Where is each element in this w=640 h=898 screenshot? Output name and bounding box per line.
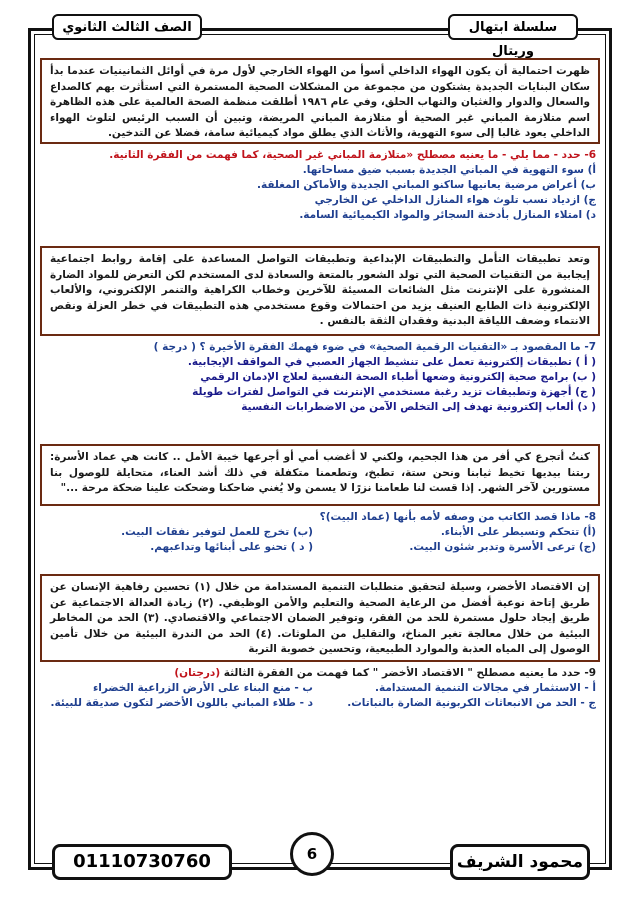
question-6-option-b[interactable]: ب) أعراض مرضية يعانيها ساكنو المباني الجديدة والأماكن المغلقة.	[256, 179, 596, 191]
question-6	[40, 148, 596, 223]
question-7-option-b[interactable]: ( ب) برامج صحية إلكترونية وضعها أطباء الصحة النفسية لعلاج الإدمان الرقمي	[200, 371, 596, 383]
question-8-options	[40, 525, 596, 555]
question-7-option-a[interactable]: ( أ ) تطبيقات إلكترونية تعمل على تنشيط الجهاز العصبي في المواقف الإيجابية.	[187, 356, 596, 368]
question-9-options	[40, 681, 596, 711]
series-title: سلسلة ابتهال وريتال	[448, 14, 578, 40]
question-9-text: 9- حدد ما يعنيه مصطلح " الاقتصاد الأخضر " كما فهمت من الفقرة الثالثة	[223, 667, 596, 679]
question-7-option-d[interactable]: ( د) ألعاب إلكترونية تهدف إلى التخلص الآمن من الاضطرابات النفسية	[241, 401, 596, 413]
question-6-title: 6- حدد - مما يلي - ما يعنيه مصطلح «متلازمة المباني غير الصحية، كما فهمت من الفقرة الثانية.	[109, 149, 596, 161]
question-8	[40, 510, 596, 555]
question-8-option-a[interactable]: (أ) تتحكم وتسيطر على الأبناء.	[440, 526, 596, 538]
question-7-option-c[interactable]: ( ج) أجهزة وتطبيقات تزيد رغبة مستخدمي الإنترنت في التواصل لفترات طويلة	[192, 386, 596, 398]
page-number: 6	[290, 832, 334, 876]
question-8-option-b[interactable]: (ب) تخرج للعمل لتوفير نفقات البيت.	[121, 526, 313, 538]
question-8-option-c[interactable]: (ج) ترعى الأسرة وتدبر شئون البيت.	[409, 541, 596, 553]
question-6-option-a[interactable]: أ) سوء التهوية في المباني الجديدة بسبب ضيق مساحاتها.	[302, 164, 596, 176]
question-7	[40, 340, 596, 415]
question-8-option-d[interactable]: ( د ) تحنو على أبنائها وتداعبهم.	[150, 541, 313, 553]
question-7-title: 7- ما المقصود بـ «التقنيات الرقمية الصحية» في ضوء فهمك الفقرة الأخيرة ؟ ( درجة )	[153, 341, 596, 353]
question-9-title	[40, 666, 596, 681]
passage-3-text: كنتُ أتجرع كي أفر من هذا الجحيم، ولكني لا أغضب أمي أو أجرعها خيبة الأمل .. كانت هي عماد الأسرة: ربتنا بيديها تخيط ثيابنا ونحن ستة، تطبخ، وتطعمنا متكفلة في ذلك أشد العناء، متحايلة للوصول بنا مستورين لآخر الشهر. إذا قست لنا طعامنا نزرًا لا يسمن ولا يُغني ضاحكنا وضحكت علينا ضحكة مرحة ..."	[50, 451, 590, 494]
question-9-mark: (درجتان)	[174, 667, 221, 679]
phone-number: 01110730760	[52, 844, 232, 880]
question-9	[40, 666, 596, 711]
passage-2	[40, 246, 600, 336]
passage-4	[40, 574, 600, 662]
question-8-title: 8- ماذا قصد الكاتب من وصفه لأمه بأنها (عماد البيت)؟	[319, 511, 596, 523]
question-9-option-c[interactable]: ج - الحد من الانبعاثات الكربونية الضارة بالنباتات.	[347, 697, 596, 709]
passage-2-text: وتعد تطبيقات التأمل والتطبيقات الإبداعية وتطبيقات التواصل المساعدة على إقامة روابط اجتماعية إيجابية من التقنيات الصحية التي تولد الشعور بالمتعة والسعادة لدى المستخدم لكن التعرض للمواد الضارة المنشورة على الإنترنت مثل الشائعات المسيئة للآخرين وخطاب الكراهية والتنمر الإلكتروني، والألعاب الإلكترونية ذات الطابع العنيف يزيد من احتمالات وقوع مستخدمي هذه التطبيقات في خطر العزلة ونقص الانتماء وضعف اللياقة البدنية وفقدان الثقة بالنفس .	[50, 253, 590, 327]
question-9-option-b[interactable]: ب - منع البناء على الأرض الزراعية الخضراء	[92, 682, 313, 694]
question-6-option-d[interactable]: د) امتلاء المنازل بأدخنة السجائر والمواد الكيميائية السامة.	[299, 209, 596, 221]
question-9-option-d[interactable]: د - طلاء المباني باللون الأخضر لتكون صديقة للبيئة.	[50, 697, 313, 709]
author-name: محمود الشريف	[450, 844, 590, 880]
passage-3	[40, 444, 600, 506]
grade-label: الصف الثالث الثانوي	[52, 14, 202, 40]
passage-1	[40, 58, 600, 144]
question-6-option-c[interactable]: ج) ازدياد نسب تلوث هواء المنازل الداخلي عن الخارجي	[314, 194, 596, 206]
question-9-option-a[interactable]: أ - الاستثمار في مجالات التنمية المستدامة.	[375, 682, 596, 694]
passage-1-text: ظهرت احتمالية أن يكون الهواء الداخلي أسوأ من الهواء الخارجي لأول مرة في أوائل الثمانينيات عندما بدأ سكان البنايات الجديدة يشتكون من مجموعة من المشكلات الصحية المستمرة التي استأثرت بهم كالصداع والسعال والدوار والغثيان والتهاب الحلق، وفي عام ١٩٨٦ أطلقت منظمة الصحة العالمية على هذه الظاهرة اسم متلازمة المباني غير الصحية أو متلازمة المباني المريضة، وتبين أن السبب الرئيس لتلوث الهواء الداخلي يعود غالبا إلى سوء التهوية، والأثاث الذي يطلق مواد كيميائية سامة، فضلا عن التدخين.	[50, 65, 590, 139]
passage-4-text: إن الاقتصاد الأخضر، وسيلة لتحقيق متطلبات التنمية المستدامة من خلال (١) تحسين رفاهية الإنسان عن طريق إتاحة نوعية أفضل من الرعاية الصحية والتعليم والأمن الوظيفي. (٢) زيادة العدالة الاجتماعية عن طريق إيجاد حلول مستمرة للحد من الفقر، وتوفير الضمان الاجتماعي والاقتصادي. (٣) الحد من المخاطر البيئية من خلال معالجة تغير المناخ، والتقليل من الملوثات. (٤) الحد من الندرة البيئية من خلال تأمين الوصول إلى المياه العذبة والموارد الطبيعية، وتحسين خصوبة التربة	[50, 581, 590, 655]
